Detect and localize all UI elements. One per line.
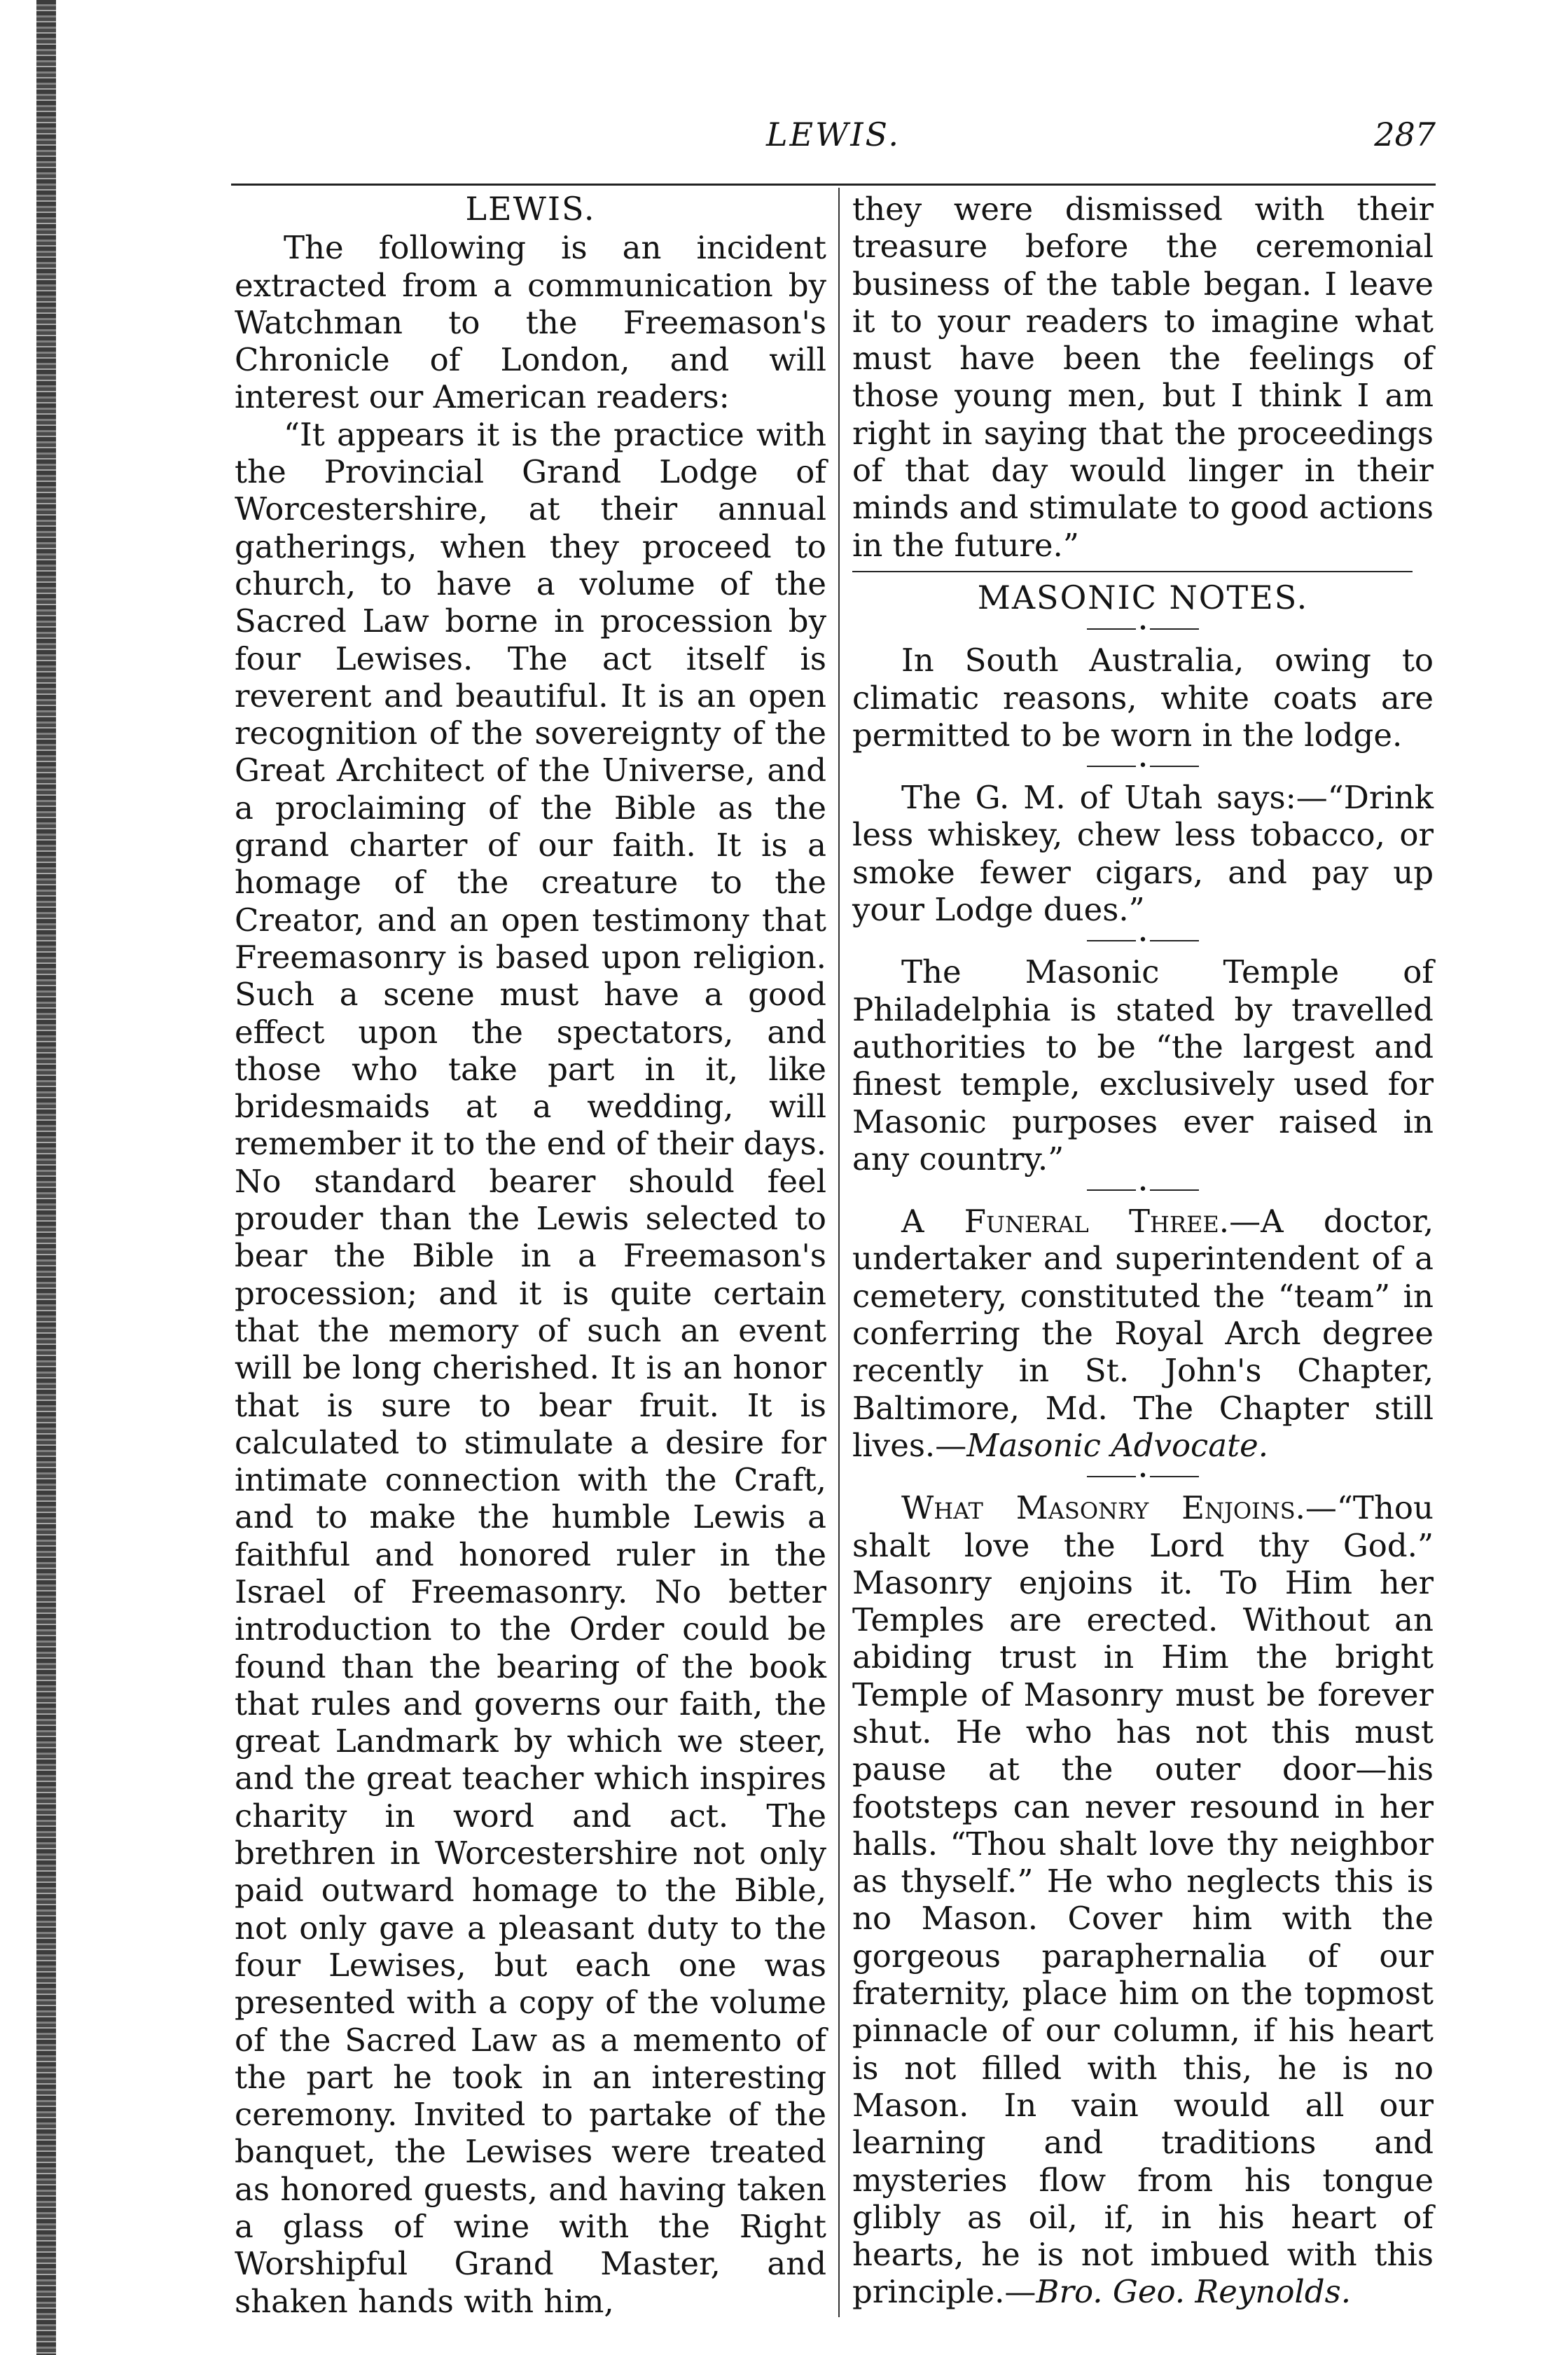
- article-intro: The following is an incident extracted from a communication by Watchman to the Freemason's Chronicle of London, and will interest our American readers:: [235, 229, 826, 416]
- book-binding-edge: [36, 0, 56, 2355]
- article-continuation: they were dismissed with their treasure before the ceremonial business of the table began. I leave it to your readers to imagine what must have been the feelings of those young men, but I think I am right in saying that the proceedings of that day would linger in their minds and stimulate to good actions in the future.”: [852, 191, 1434, 564]
- note-source: Bro. Geo. Reynolds.: [1036, 2273, 1352, 2311]
- note-item: In South Australia, owing to climatic reasons, white coats are permitted to be worn in the lodge.: [852, 642, 1434, 754]
- section-divider-ornament: •: [852, 931, 1434, 951]
- note-item: [852, 1489, 1434, 2311]
- note-item: [852, 1203, 1434, 1464]
- section-divider-ornament: •: [852, 757, 1434, 776]
- note-title: What Masonry Enjoins.: [901, 1489, 1305, 1527]
- section-rule: [852, 571, 1413, 572]
- header-rule: [231, 184, 1436, 186]
- page-header: [231, 116, 1436, 165]
- column-divider: [838, 188, 840, 2317]
- note-text: —“Thou shalt love the Lord thy God.” Masonry enjoins it. To Him her Temples are erected. Without an abiding trust in Him the bright Temple of Masonry must be forever shut. He who has not this must pause at the outer door—his footsteps can never resound in her halls. “Thou shalt love thy neighbor as thyself.” He who neglects this is no Mason. Cover him with the gorgeous paraphernalia of our fraternity, place him on the topmost pinnacle of our column, if his heart is not filled with this, he is no Mason. In vain would all our learning and traditions and mysteries flow from his tongue glibly as oil, if, in his heart of hearts, he is not imbued with this principle.—: [852, 1489, 1434, 2311]
- article-body: “It appears it is the practice with the Provincial Grand Lodge of Worcestershire, at their annual gatherings, when they proceed to church, to have a volume of the Sacred Law borne in procession by four Lewises. The act itself is reverent and beautiful. It is an open recognition of the sovereignty of the Great Architect of the Universe, and a proclaiming of the Bible as the grand charter of our faith. It is a homage of the creature to the Creator, and an open testimony that Freemasonry is based upon religion. Such a scene must have a good effect upon the spectators, and those who take part in it, like bridesmaids at a wedding, will remember it to the end of their days. No standard bearer should feel prouder than the Lewis selected to bear the Bible in a Freemason's procession; and it is quite certain that the memory of such an event will be long cherished. It is an honor that is sure to bear fruit. It is calculated to stimulate a desire for intimate connection with the Craft, and to make the humble Lewis a faithful and honored ruler in the Israel of Freemasonry. No better introduction to the Order could be found than the bearing of the book that rules and governs our faith, the great Landmark by which we steer, and the great teacher which inspires charity in word and act. The brethren in Worcestershire not only paid outward homage to the Bible, not only gave a pleasant duty to the four Lewises, but each one was presented with a copy of the volume of the Sacred Law as a memento of the part he took in an interesting ceremony. Invited to partake of the banquet, the Lewises were treated as honored guests, and having taken a glass of wine with the Right Worshipful Grand Master, and shaken hands with him,: [235, 415, 826, 2320]
- left-column: [235, 191, 826, 2320]
- section-divider-ornament: •: [852, 1467, 1434, 1486]
- note-title: A Funeral Three.: [901, 1203, 1230, 1241]
- article-heading: LEWIS.: [465, 190, 596, 228]
- section-divider-ornament: •: [852, 1180, 1434, 1200]
- page-number: 287: [1374, 116, 1436, 153]
- running-title: LEWIS.: [765, 116, 901, 153]
- right-column: [852, 191, 1434, 2311]
- section-heading: MASONIC NOTES.: [977, 578, 1309, 616]
- note-text: —A doctor, undertaker and superintendent of a cemetery, constituted the “team” in conferring the Royal Arch degree recently in St. John's Chapter, Baltimore, Md. The Chapter still lives.—: [852, 1203, 1434, 1464]
- section-divider-ornament: •: [852, 619, 1434, 639]
- note-source: Masonic Advocate.: [966, 1426, 1269, 1464]
- note-item: The G. M. of Utah says:—“Drink less whiskey, chew less tobacco, or smoke fewer cigars, and pay up your Lodge dues.”: [852, 779, 1434, 929]
- note-item: The Masonic Temple of Philadelphia is stated by travelled authorities to be “the largest and finest temple, exclusively used for Masonic purposes ever raised in any country.”: [852, 953, 1434, 1178]
